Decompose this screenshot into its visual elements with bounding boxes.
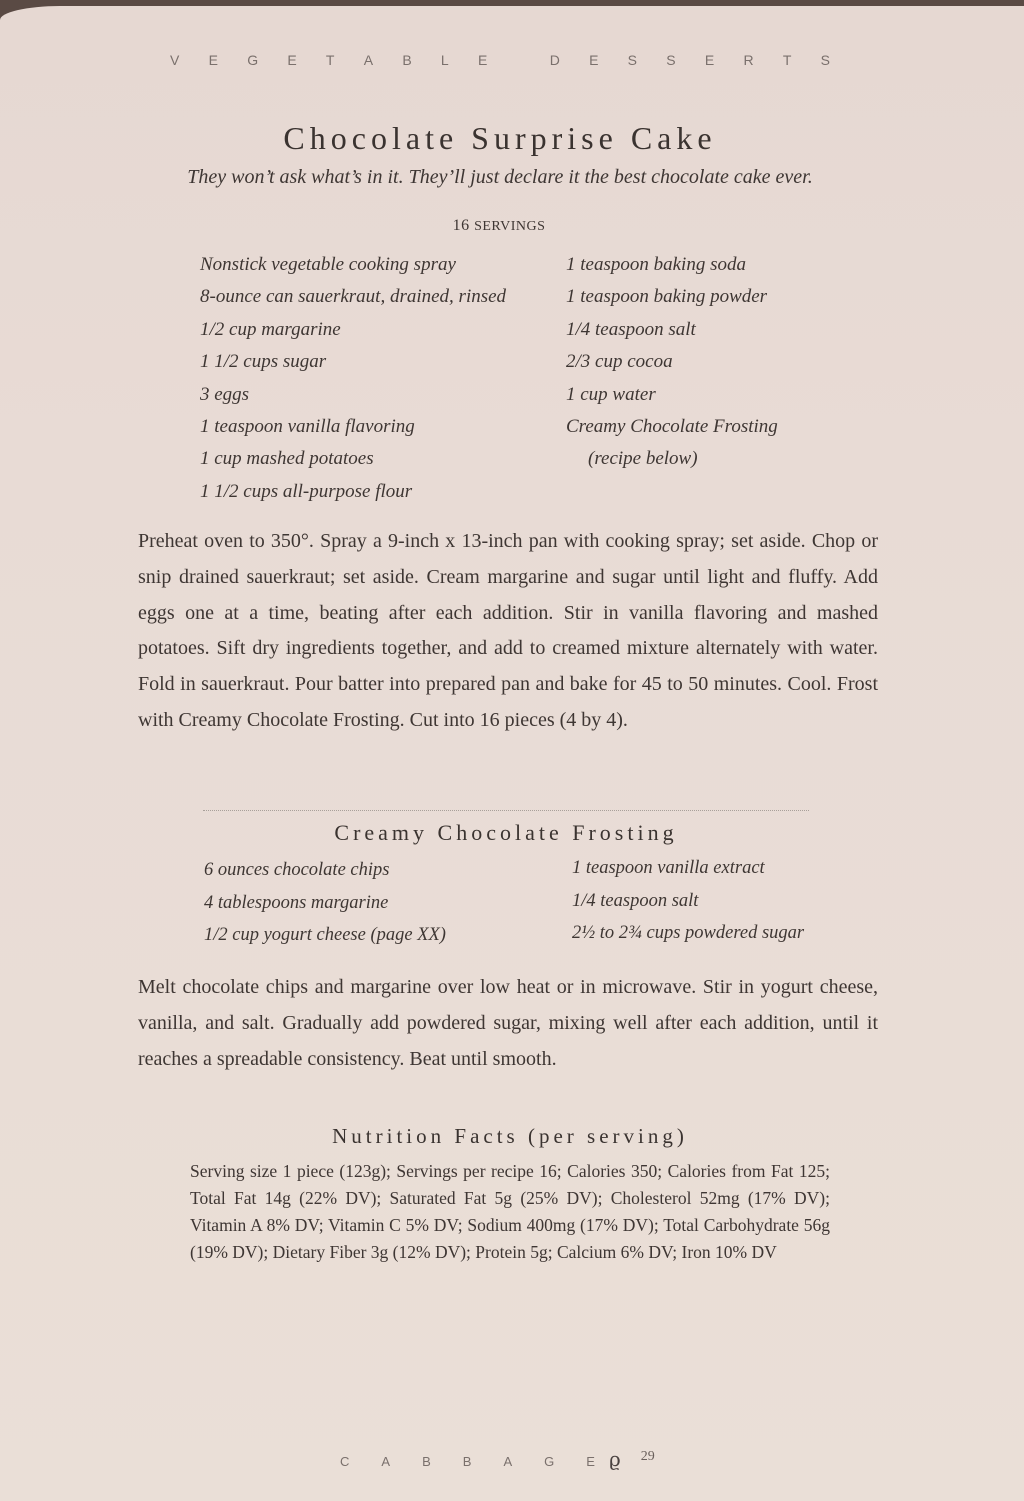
ingredient-item-note: (recipe below) <box>588 448 698 470</box>
frosting-directions: Melt chocolate chips and margarine over low heat or in microwave. Stir in yogurt cheese, vanilla, and salt. Gradually add powdered sugar, mixing well after each addition, until it reaches a spreadable consistency. Beat until smooth. <box>138 976 878 1070</box>
running-head-letter: E <box>477 52 488 68</box>
running-head-space <box>517 52 521 68</box>
ingredient-item: 1 1/2 cups sugar <box>200 351 327 373</box>
page-footer <box>340 1449 655 1473</box>
ingredient-item: 8-ounce can sauerkraut, drained, rinsed <box>200 286 507 308</box>
running-head-letter: S <box>820 52 830 68</box>
running-head-letter: G <box>247 52 259 68</box>
running-head-letter: V <box>170 52 180 68</box>
running-head-letter: T <box>782 52 792 68</box>
footer-section-name <box>340 1454 595 1469</box>
running-head-letter: E <box>208 52 218 68</box>
page-number: 29 <box>640 1449 655 1464</box>
nutrition-facts: Serving size 1 piece (123g); Servings per recipe 16; Calories 350; Calories from Fat 125; Total Fat 14g (22% DV); Saturated Fat 5g (25% DV); Cholesterol 52mg (17% DV); Vitamin A 8% DV; Vitamin C 5% DV; Sodium 400mg (17% DV); Total Carbohydrate 56g (19% DV); Dietary Fiber 3g (12% DV); Protein 5g; Calcium 6% DV; Iron 10% DV <box>190 1161 830 1262</box>
ingredient-item: 1 teaspoon vanilla flavoring <box>200 416 415 438</box>
ingredient-item: 1 cup mashed potatoes <box>200 448 374 470</box>
ingredient-item: 3 eggs <box>200 383 250 405</box>
ingredients-right <box>566 249 778 476</box>
frosting-ingredient-item: 1/2 cup yogurt cheese (page XX) <box>204 925 446 945</box>
ingredient-item: 1/4 teaspoon salt <box>566 318 696 340</box>
ingredient-item: 1 1/2 cups all-purpose flour <box>200 480 413 502</box>
footer-letter: B <box>462 1453 472 1469</box>
frosting-ingredients-right <box>572 852 804 950</box>
cabbage-ornament-icon: ϱ <box>609 1447 621 1471</box>
frosting-ingredient-item: 4 tablespoons margarine <box>204 892 389 913</box>
ingredient-item: Nonstick vegetable cooking spray <box>200 254 456 275</box>
frosting-title: Creamy Chocolate Frosting <box>334 820 678 845</box>
running-head-letter: E <box>704 52 715 68</box>
recipe-subtitle: They won’t ask what’s in it. They’ll just declare it the best chocolate cake ever. <box>187 166 813 188</box>
footer-letter: B <box>422 1453 431 1469</box>
servings-label: SERVINGS <box>474 219 546 234</box>
running-head <box>170 52 830 68</box>
footer-letter: E <box>586 1453 595 1469</box>
running-head-letter: D <box>549 52 560 68</box>
running-head-letter: A <box>363 52 374 68</box>
running-head-letter: R <box>743 52 754 68</box>
servings-number: 16 <box>452 217 470 234</box>
ingredient-item: Creamy Chocolate Frosting <box>566 416 778 438</box>
footer-letter: G <box>544 1453 555 1469</box>
cake-directions: Preheat oven to 350°. Spray a 9-inch x 13-inch pan with cooking spray; set aside. Chop or snip drained sauerkraut; set aside. Cream margarine and sugar until light and fluffy. Add eggs one at a time, beating after each addition. Stir in vanilla flavoring and mashed potatoes. Sift dry ingredients together, and add to creamed mixture alternately with water. Fold in sauerkraut. Pour batter into prepared pan and bake for 45 to 50 minutes. Cool. Frost with Creamy Chocolate Frosting. Cut into 16 pieces (4 by 4). <box>138 530 878 731</box>
ingredient-item: 1 teaspoon baking powder <box>566 286 768 308</box>
running-head-letter: S <box>627 52 638 68</box>
frosting-ingredients-left <box>204 854 446 952</box>
frosting-ingredient-item: 2½ to 2¾ cups powdered sugar <box>572 923 805 943</box>
ingredient-item: 1 cup water <box>566 383 656 405</box>
running-head-letter: E <box>589 52 599 68</box>
running-head-letter: B <box>402 52 412 68</box>
footer-letter: A <box>381 1453 391 1469</box>
footer-letter: A <box>503 1453 513 1469</box>
frosting-ingredient-item: 6 ounces chocolate chips <box>204 860 390 880</box>
section-divider <box>203 810 809 811</box>
servings <box>0 217 998 235</box>
frosting-ingredient-item: 1/4 teaspoon salt <box>572 890 699 911</box>
frosting-ingredient-item: 1 teaspoon vanilla extract <box>572 858 765 878</box>
ingredient-item: 2/3 cup cocoa <box>566 351 673 373</box>
nutrition-title: Nutrition Facts (per serving) <box>332 1124 688 1148</box>
ingredient-item: 1/2 cup margarine <box>200 318 341 340</box>
book-page <box>0 6 1024 1501</box>
recipe-title: Chocolate Surprise Cake <box>283 120 717 156</box>
ingredients-left <box>200 249 506 508</box>
ingredient-item: 1 teaspoon baking soda <box>566 254 746 275</box>
running-head-letter: E <box>287 52 297 68</box>
running-head-letter: L <box>440 52 449 68</box>
running-head-letter: S <box>666 52 676 68</box>
footer-letter: C <box>340 1453 350 1469</box>
running-head-letter: T <box>325 52 335 68</box>
